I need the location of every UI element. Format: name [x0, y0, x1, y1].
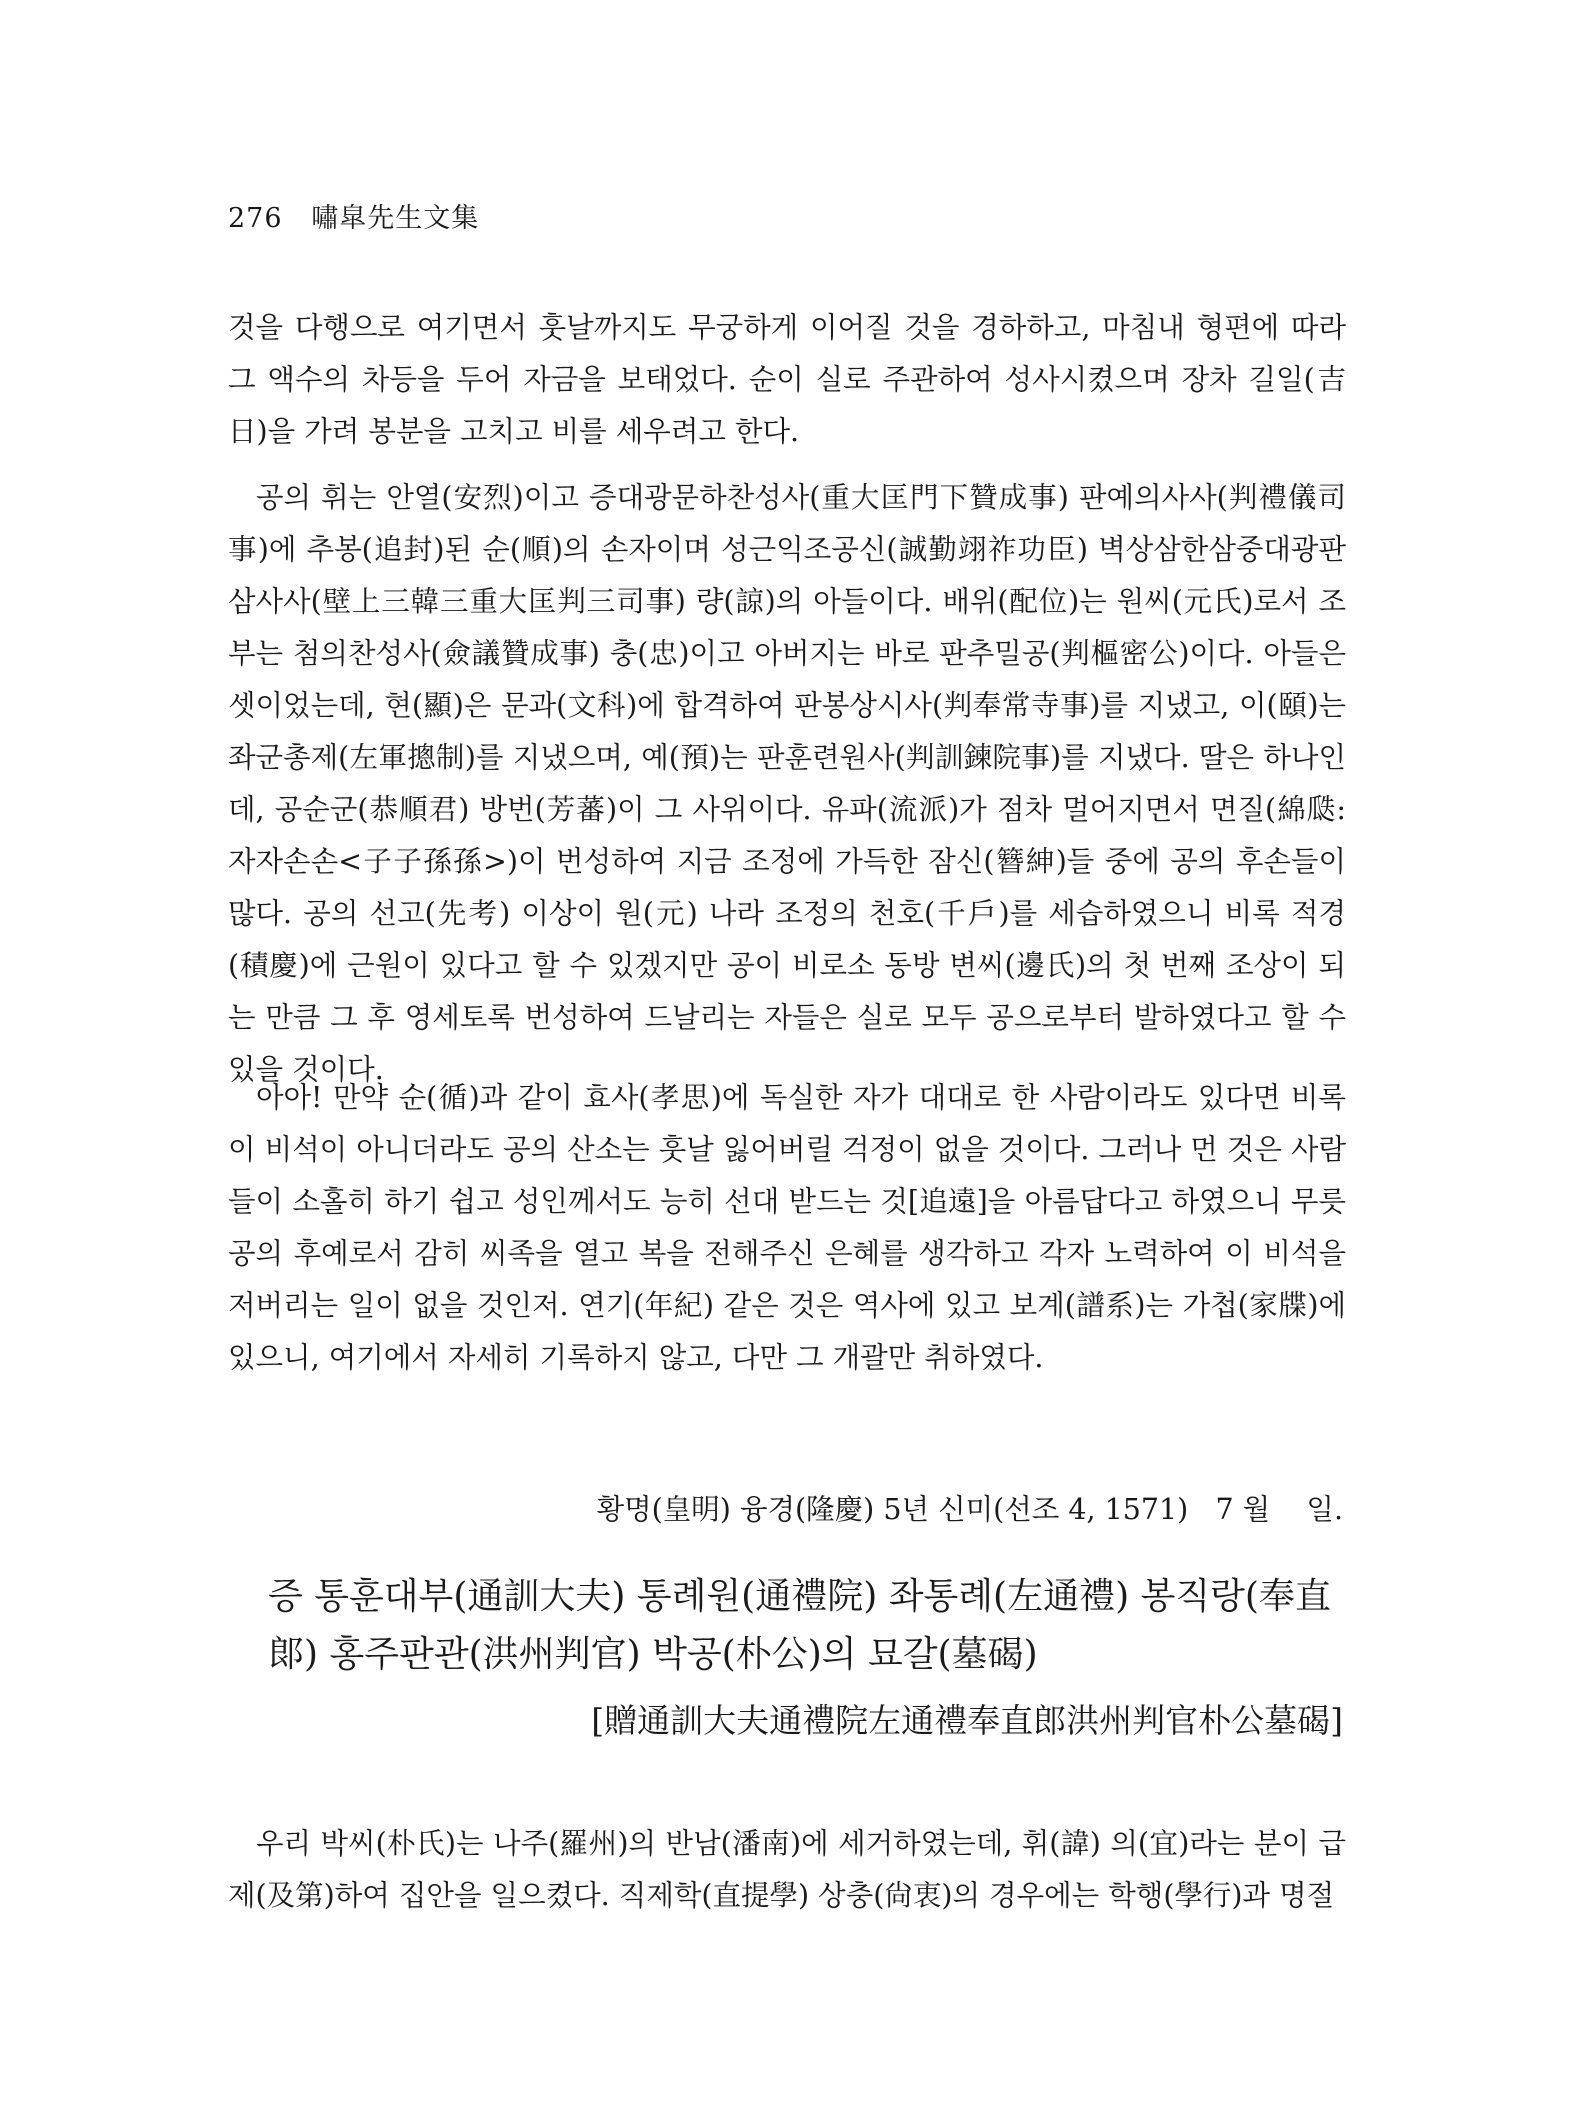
date-line: 황명(皇明) 융경(隆慶) 5년 신미(선조 4, 1571) 7 월 일.: [596, 1493, 1343, 1526]
section-subtitle: [贈通訓大夫通禮院左通禮奉直郎洪州判官朴公墓碣]: [591, 1701, 1343, 1740]
body-paragraph: 것을 다행으로 여기면서 훗날까지도 무궁하게 이어질 것을 경하하고, 마침내 형편에 따라 그 액수의 차등을 두어 자금을 보태었다. 순이 실로 주관하여 성사시켰으며 장차 길일(吉日)을 가려 봉분을 고치고 비를 세우려고 한다.: [228, 311, 1346, 448]
section-title: 증 통훈대부(通訓大夫) 통례원(通禮院) 좌통례(左通禮) 봉직랑(奉直郞) 홍주판관(洪州判官) 박공(朴公)의 묘갈(墓碣): [268, 1576, 1331, 1675]
body-paragraph: 아아! 만약 순(循)과 같이 효사(孝思)에 독실한 자가 대대로 한 사람이라도 있다면 비록 이 비석이 아니더라도 공의 산소는 훗날 잃어버릴 걱정이 없을 것이다. 그러나 먼 것은 사람들이 소홀히 하기 쉽고 성인께서도 능히 선대 받드는 것[追遠]을 아름답다고 하였으니 무릇 공의 후예로서 감히 씨족을 열고 복을 전해주신 은혜를 생각하고 각자 노력하여 이 비석을 저버리는 일이 없을 것인저. 연기(年紀) 같은 것은 역사에 있고 보계(譜系)는 가첩(家牒)에 있으니, 여기에서 자세히 기록하지 않고, 다만 그 개괄만 취하였다.: [228, 1081, 1346, 1374]
closing-paragraph: 우리 박씨(朴氏)는 나주(羅州)의 반남(潘南)에 세거하였는데, 휘(諱) 의(宜)라는 분이 급제(及第)하여 집안을 일으켰다. 직제학(直提學) 상충(尙衷)의 경우에는 학행(學行)과 명절: [228, 1827, 1346, 1912]
page-number: 276: [228, 203, 283, 234]
book-title: 嘯皐先生文集: [311, 203, 480, 234]
page-header: [228, 196, 479, 235]
body-paragraph: 공의 휘는 안열(安烈)이고 증대광문하찬성사(重大匡門下贊成事) 판예의사사(判禮儀司事)에 추봉(追封)된 순(順)의 손자이며 성근익조공신(誠勤翊祚功臣) 벽상삼한삼중대광판삼사사(壁上三韓三重大匡判三司事) 량(諒)의 아들이다. 배위(配位)는 원씨(元氏)로서 조부는 첨의찬성사(僉議贊成事) 충(忠)이고 아버지는 바로 판추밀공(判樞密公)이다. 아들은 셋이었는데, 현(顯)은 문과(文科)에 합격하여 판봉상시사(判奉常寺事)를 지냈고, 이(頤)는 좌군총제(左軍摠制)를 지냈으며, 예(預)는 판훈련원사(判訓鍊院事)를 지냈다. 딸은 하나인데, 공순군(恭順君) 방번(芳蕃)이 그 사위이다. 유파(流派)가 점차 멀어지면서 면질(綿瓞:자자손손<子子孫孫>)이 번성하여 지금 조정에 가득한 잠신(簪紳)들 중에 공의 후손들이 많다. 공의 선고(先考) 이상이 원(元) 나라 조정의 천호(千戶)를 세습하였으니 비록 적경(積慶)에 근원이 있다고 할 수 있겠지만 공이 비로소 동방 변씨(邊氏)의 첫 번째 조상이 되는 만큼 그 후 영세토록 번성하여 드날리는 자들은 실로 모두 공으로부터 발하였다고 할 수 있을 것이다.: [228, 481, 1346, 1086]
